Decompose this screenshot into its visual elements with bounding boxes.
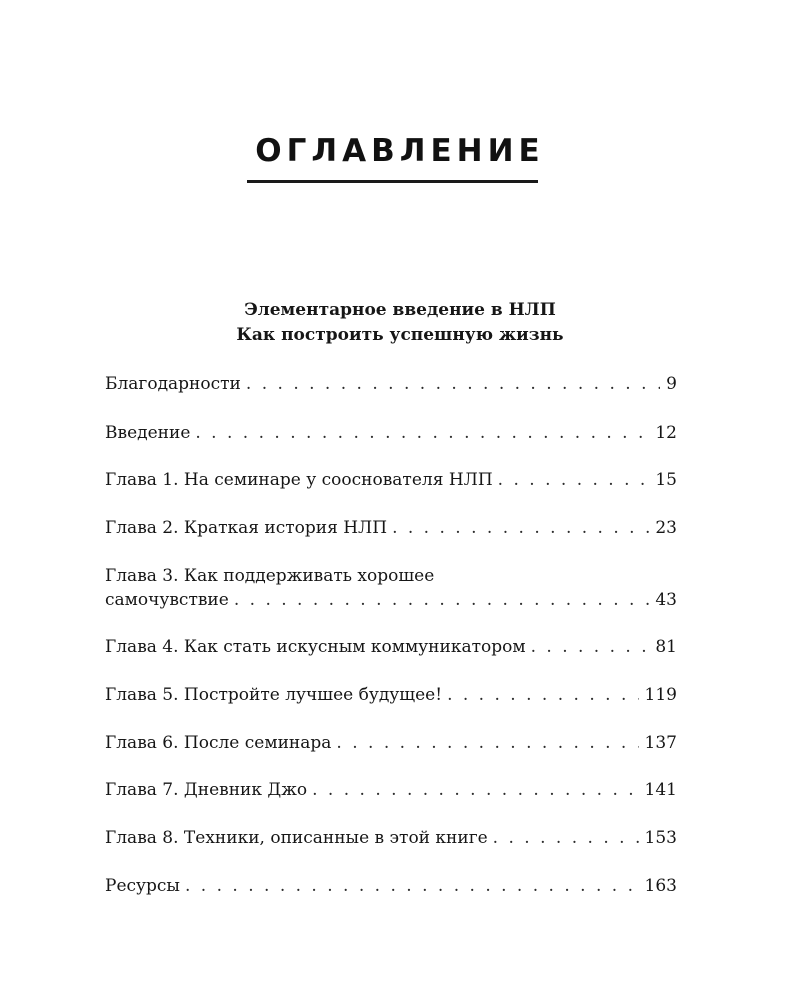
toc-entry-title: Глава 8. Техники, описанные в этой книге — [105, 828, 488, 848]
dot-leader — [312, 778, 638, 802]
toc-page-number: 15 — [655, 470, 677, 490]
toc-entry-title: Глава 4. Как стать искусным коммуникатором — [105, 637, 526, 657]
toc-page-number: 141 — [644, 780, 677, 800]
toc-page-number: 153 — [644, 828, 677, 848]
toc-entry-introduction[interactable] — [105, 421, 677, 445]
dot-leader — [336, 731, 638, 755]
toc-entry-title: Ресурсы — [105, 876, 180, 896]
toc-entry-acknowledgements[interactable] — [105, 372, 677, 396]
toc-entry-title: самочувствие — [105, 590, 229, 610]
toc-entry-chapter-4[interactable] — [105, 635, 677, 659]
dot-leader — [185, 874, 639, 898]
toc-entry-title: Глава 1. На семинаре у сооснователя НЛП — [105, 470, 493, 490]
toc-entry-title: Глава 6. После семинара — [105, 733, 332, 753]
dot-leader — [195, 421, 649, 445]
toc-page-number: 119 — [644, 685, 677, 705]
dot-leader — [531, 635, 650, 659]
toc-entry-title: Введение — [105, 423, 191, 443]
toc-entry-chapter-3[interactable] — [105, 564, 677, 612]
dot-leader — [493, 826, 639, 850]
toc-page-number: 163 — [644, 876, 677, 896]
dot-leader — [498, 468, 650, 492]
toc-entry-title: Глава 2. Краткая история НЛП — [105, 518, 388, 538]
toc-entry-chapter-2[interactable] — [105, 516, 677, 540]
toc-page-number: 9 — [666, 374, 677, 394]
toc-page-number: 43 — [655, 590, 677, 610]
dot-leader — [392, 516, 649, 540]
title-underline — [247, 180, 538, 183]
book-subtitle-line-1: Элементарное введение в НЛП — [244, 300, 556, 320]
toc-entry-title: Глава 5. Постройте лучшее будущее! — [105, 685, 443, 705]
toc-entry-title: Благодарности — [105, 374, 241, 394]
page-title: ОГЛАВЛЕНИЕ — [255, 133, 545, 169]
book-subtitle-line-2: Как построить успешную жизнь — [236, 325, 564, 345]
toc-entry-chapter-6[interactable] — [105, 731, 677, 755]
toc-entry-title-line-1: Глава 3. Как поддерживать хорошее — [105, 566, 435, 586]
toc-entry-chapter-5[interactable] — [105, 683, 677, 707]
toc-page-number: 23 — [655, 518, 677, 538]
toc-entry-resources[interactable] — [105, 874, 677, 898]
toc-entry-title: Глава 7. Дневник Джо — [105, 780, 308, 800]
toc-entry-chapter-7[interactable] — [105, 778, 677, 802]
toc-page-number: 137 — [644, 733, 677, 753]
dot-leader — [246, 372, 660, 396]
toc-page-number: 12 — [655, 423, 677, 443]
toc-entry-chapter-1[interactable] — [105, 468, 677, 492]
dot-leader — [447, 683, 638, 707]
toc-page-number: 81 — [655, 637, 677, 657]
toc-entry-chapter-8[interactable] — [105, 826, 677, 850]
dot-leader — [234, 588, 650, 612]
